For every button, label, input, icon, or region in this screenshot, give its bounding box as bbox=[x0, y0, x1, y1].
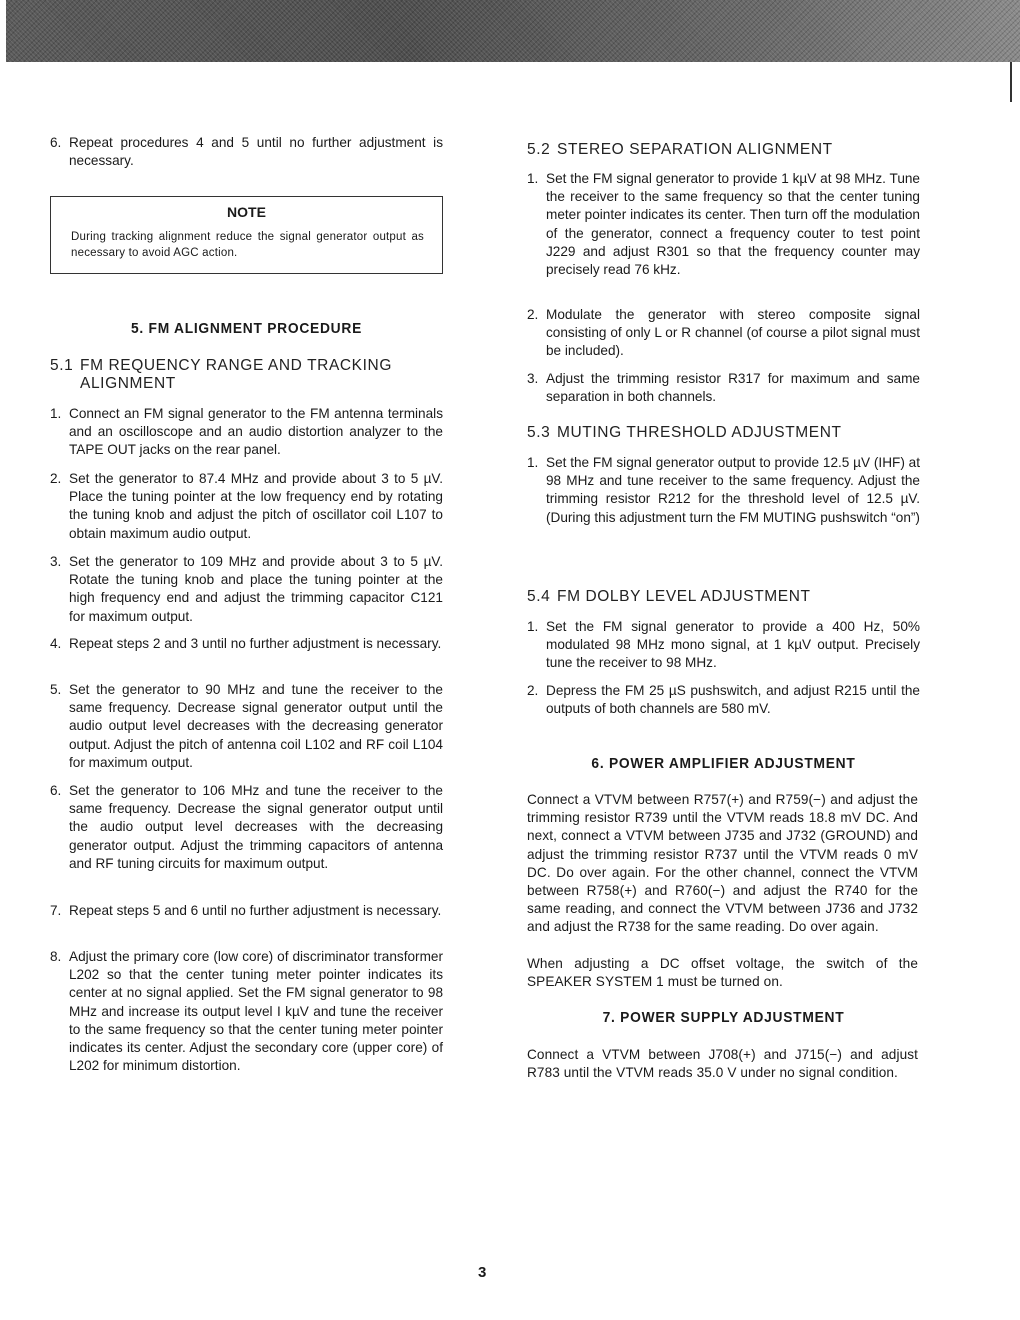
item-text: Adjust the primary core (low core) of discriminator transformer L202 so that the center tuning meter pointer indicates its center at no signal applied. Set the FM signal generator to 98 MHz and increase its output level I kµV and tune the receiver to the same frequency so that the center tuning meter pointer indicates its center. Adjust the secondary core (upper core) of L202 for minimum distortion. bbox=[69, 949, 443, 1074]
item-number: 2. bbox=[527, 683, 539, 698]
note-title: NOTE bbox=[227, 204, 266, 220]
item-text: Connect an FM signal generator to the FM antenna terminals and an oscilloscope and an audio distortion analyzer to the TAPE OUT jacks on the rear panel. bbox=[69, 406, 443, 458]
subsection-number: 5.3 bbox=[527, 424, 551, 441]
subsection-heading-5-3 bbox=[527, 424, 927, 442]
item-text: Adjust the trimming resistor R317 for maximum and same separation in both channels. bbox=[546, 371, 920, 405]
item-number: 7. bbox=[50, 903, 62, 918]
item-text: Repeat steps 2 and 3 until no further adjustment is necessary. bbox=[69, 636, 442, 651]
note-text: During tracking alignment reduce the signal generator output as necessary to avoid AGC action. bbox=[71, 231, 424, 259]
list-item bbox=[50, 782, 443, 873]
item-number: 1. bbox=[527, 619, 539, 634]
item-number: 1. bbox=[50, 406, 62, 421]
item-text: Repeat steps 5 and 6 until no further adjustment is necessary. bbox=[69, 903, 442, 918]
subsection-title-line2: ALIGNMENT bbox=[80, 375, 176, 392]
scanned-header-band bbox=[6, 0, 1020, 62]
list-item bbox=[50, 948, 443, 1075]
list-item bbox=[50, 405, 443, 460]
item-number: 1. bbox=[527, 455, 539, 470]
paragraph: When adjusting a DC offset voltage, the switch of the SPEAKER SYSTEM 1 must be turned on. bbox=[527, 956, 918, 990]
item-number: 5. bbox=[50, 682, 62, 697]
section-heading-power-supply: 7. POWER SUPPLY ADJUSTMENT bbox=[602, 1009, 845, 1026]
note-box bbox=[50, 196, 443, 274]
item-number: 4. bbox=[50, 636, 62, 651]
list-item bbox=[50, 902, 443, 920]
list-item bbox=[50, 635, 443, 653]
item-text: Depress the FM 25 µS pushswitch, and adjust R215 until the outputs of both channels are 580 mV. bbox=[546, 683, 920, 717]
item-number: 3. bbox=[50, 554, 62, 569]
item-text: Modulate the generator with stereo composite signal consisting of only L or R channel (of course a pilot signal must be included). bbox=[546, 307, 920, 359]
item-number: 8. bbox=[50, 949, 62, 964]
item-number: 6. bbox=[50, 135, 62, 150]
item-text: Set the generator to 106 MHz and tune the receiver to the same frequency. Decrease the signal generator output until the audio output level decreases with the decreasing generator output. Adjust the trimming capacitors of antenna and RF tuning circuits for maximum output. bbox=[69, 783, 443, 871]
item-text: Set the FM signal generator output to provide 12.5 µV (IHF) at 98 MHz and tune receiver to the same frequency. Adjust the trimming resistor R212 for the threshold level of 12.5 µV. (During this adjustment turn the FM MUTING pushswitch “on”) bbox=[546, 455, 920, 525]
item-text: Set the FM signal generator to provide a 400 Hz, 50% modulated 98 MHz mono signal, at 1 kµV output. Precisely tune the receiver to 98 MHz. bbox=[546, 619, 920, 671]
item-text: Set the generator to 90 MHz and tune the receiver to the same frequency. Decrease signal generator output until the audio output level decreases with the decreasing generator output. Adjust the pitch of antenna coil L102 and RF coil L104 for maximum output. bbox=[69, 682, 443, 770]
paragraph: Connect a VTVM between J708(+) and J715(−) and adjust R783 until the VTVM reads 35.0 V under no signal condition. bbox=[527, 1047, 918, 1081]
subsection-heading-5-1 bbox=[50, 357, 450, 393]
item-number: 6. bbox=[50, 783, 62, 798]
page-number: 3 bbox=[478, 1264, 487, 1281]
paragraph: Connect a VTVM between R757(+) and R759(−) and adjust the trimming resistor R739 until the VTVM reads 18.8 mV DC. And next, connect a VTVM between J735 and J732 (GROUND) and adjust the trimming resistor R737 until the VTVM reads 0 mV DC. Do over again. For the other channel, connect the VTVM between R758(+) and R760(−) and adjust the R740 for the same reading, and connect the VTVM between J736 and J732 and adjust the R738 for the same reading. Do over again. bbox=[527, 792, 918, 935]
item-number: 3. bbox=[527, 371, 539, 386]
item-number: 2. bbox=[527, 307, 539, 322]
item-text: Set the generator to 109 MHz and provide about 3 to 5 µV. Rotate the tuning knob and place the tuning pointer at the high frequency end and adjust the trimming capacitor C121 for maximum output. bbox=[69, 554, 443, 624]
item-number: 2. bbox=[50, 471, 62, 486]
list-item bbox=[527, 682, 920, 718]
list-item bbox=[527, 306, 920, 361]
list-item bbox=[527, 618, 920, 673]
list-item bbox=[50, 134, 443, 170]
subsection-title: MUTING THRESHOLD ADJUSTMENT bbox=[557, 424, 842, 441]
list-item bbox=[50, 553, 443, 626]
subsection-number: 5.1 bbox=[50, 357, 74, 374]
subsection-title-line1: FM REQUENCY RANGE AND TRACKING bbox=[80, 357, 392, 374]
list-item bbox=[527, 170, 920, 279]
list-item bbox=[50, 470, 443, 543]
item-text: Set the generator to 87.4 MHz and provide about 3 to 5 µV. Place the tuning pointer at the low frequency end by rotating the tuning knob and adjust the pitch of oscillator coil L107 to obtain maximum audio output. bbox=[69, 471, 443, 541]
page-edge-mark bbox=[1010, 62, 1012, 102]
subsection-title: FM DOLBY LEVEL ADJUSTMENT bbox=[557, 588, 811, 605]
list-item bbox=[527, 370, 920, 406]
subsection-number: 5.4 bbox=[527, 588, 551, 605]
subsection-title: STEREO SEPARATION ALIGNMENT bbox=[557, 141, 833, 158]
list-item bbox=[50, 681, 443, 772]
subsection-number: 5.2 bbox=[527, 141, 551, 158]
section-heading-fm-alignment: 5. FM ALIGNMENT PROCEDURE bbox=[130, 320, 363, 337]
item-text: Repeat procedures 4 and 5 until no further adjustment is necessary. bbox=[69, 135, 443, 169]
subsection-heading-5-4 bbox=[527, 588, 927, 606]
item-number: 1. bbox=[527, 171, 539, 186]
list-item bbox=[527, 454, 920, 527]
subsection-heading-5-2 bbox=[527, 141, 927, 159]
section-heading-power-amplifier: 6. POWER AMPLIFIER ADJUSTMENT bbox=[591, 755, 856, 772]
item-text: Set the FM signal generator to provide 1 kµV at 98 MHz. Tune the receiver to the same frequency so that the center tuning meter pointer indicates its center. Then turn off the modulation of the generator, connect a frequency couter to test point J229 and adjust R301 so that the frequency counter may precisely read 76 kHz. bbox=[546, 171, 920, 278]
